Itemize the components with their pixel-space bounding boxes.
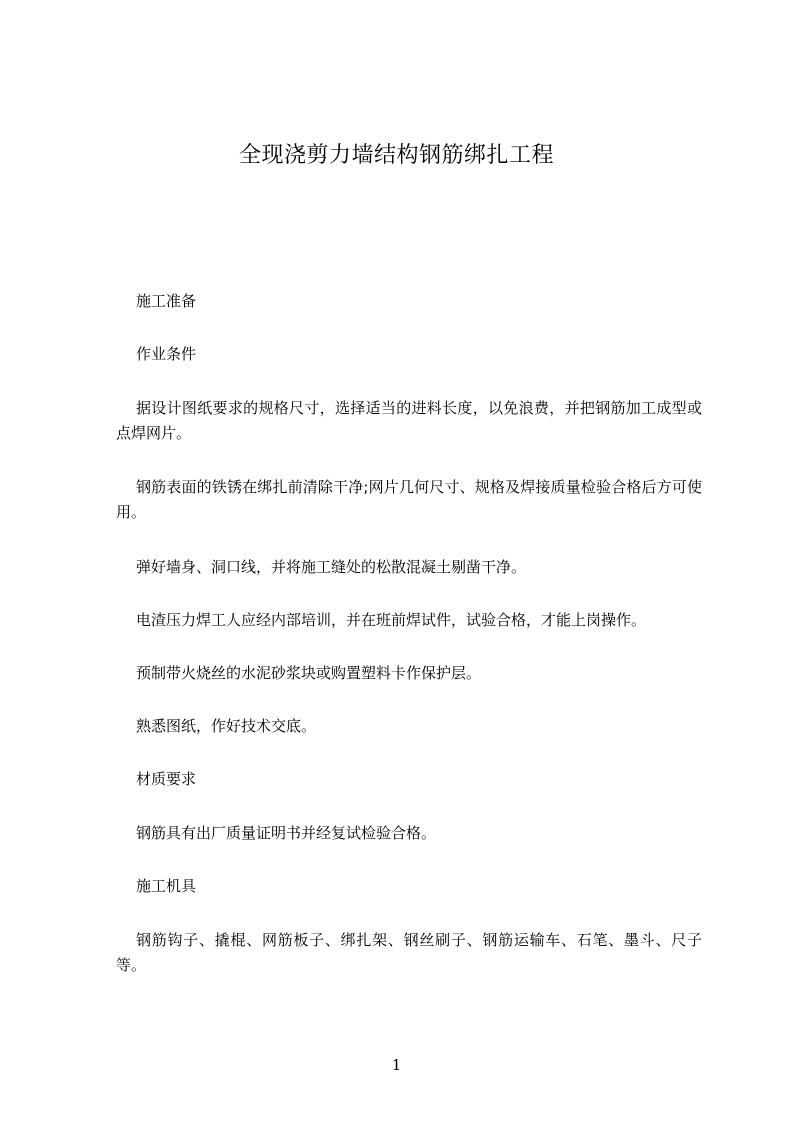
paragraph-rust-removal: 钢筋表面的铁锈在绑扎前清除干净;网片几何尺寸、规格及焊接质量检验合格后方可使用。 bbox=[116, 478, 702, 521]
paragraph-cutting-length: 据设计图纸要求的规格尺寸，选择适当的进料长度，以免浪费，并把钢筋加工成型或点焊网片。 bbox=[116, 399, 702, 442]
paragraph-protective-layer: 预制带火烧丝的水泥砂浆块或购置塑料卡作保护层。 bbox=[136, 664, 482, 682]
paragraph-tool-list: 钢筋钩子、撬棍、网筋板子、绑扎架、钢丝刷子、钢筋运输车、石笔、墨斗、尺子等。 bbox=[116, 931, 702, 974]
page-number: 1 bbox=[391, 1056, 402, 1074]
paragraph-wall-lines: 弹好墙身、洞口线，并将施工缝处的松散混凝土剔凿干净。 bbox=[136, 558, 527, 576]
page-title: 全现浇剪力墙结构钢筋绑扎工程 bbox=[238, 143, 554, 168]
heading-construction-preparation: 施工准备 bbox=[136, 292, 197, 310]
heading-work-conditions: 作业条件 bbox=[136, 345, 197, 363]
heading-construction-tools: 施工机具 bbox=[136, 877, 197, 895]
heading-material-requirements: 材质要求 bbox=[136, 770, 197, 788]
paragraph-steel-certificate: 钢筋具有出厂质量证明书并经复试检验合格。 bbox=[136, 824, 437, 842]
paragraph-welder-training: 电渣压力焊工人应经内部培训，并在班前焊试件，试验合格，才能上岗操作。 bbox=[136, 611, 647, 629]
paragraph-technical-briefing: 熟悉图纸，作好技术交底。 bbox=[136, 717, 317, 735]
